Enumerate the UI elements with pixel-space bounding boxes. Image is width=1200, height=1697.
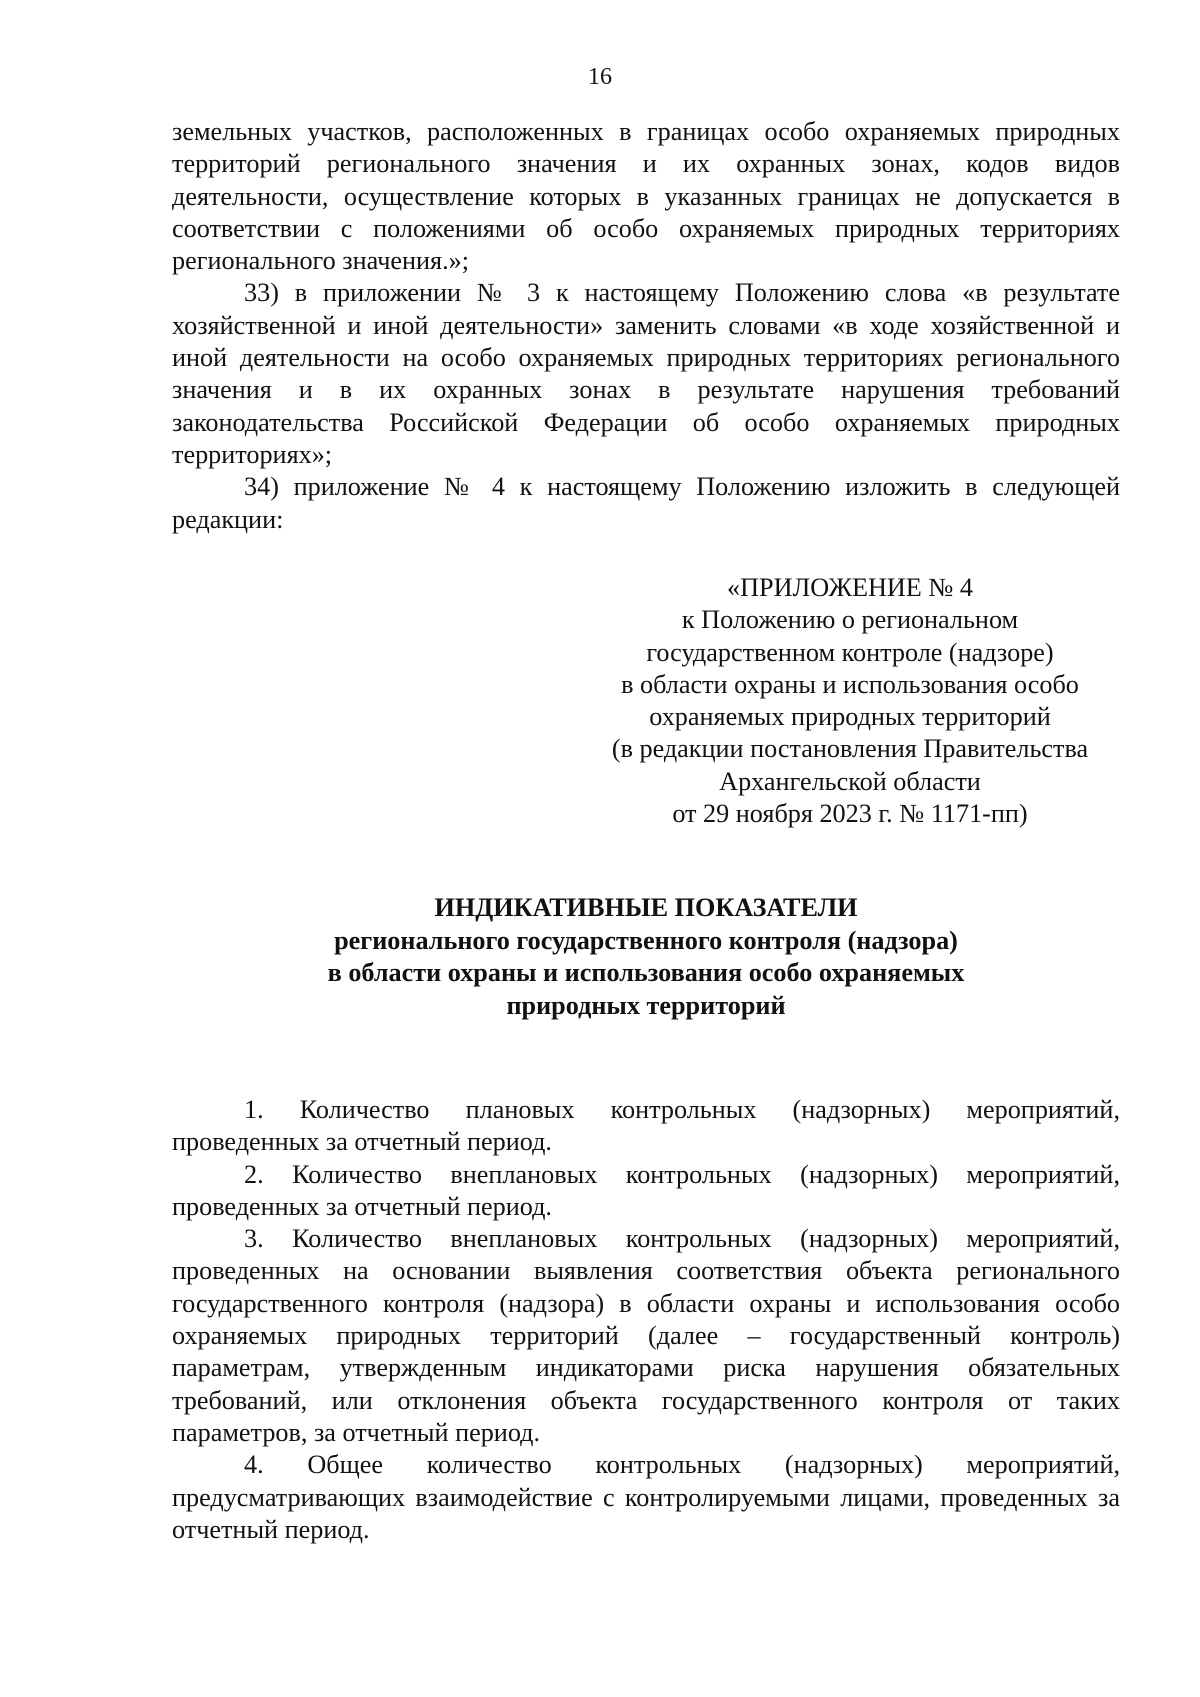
appendix-header-line: к Положению о региональном (681, 605, 1019, 635)
title-line: регионального государственного контроля (надзора) (334, 925, 958, 955)
appendix-header-line: государственном контроле (надзоре) (646, 637, 1054, 667)
paragraph-continuation: земельных участков, расположенных в границах особо охраняемых природных территорий регионального значения и их охранных зонах, кодов видов деятельности, осуществление которых в указанных границах не допускается в соответствии с положениями об особо охраняемых природных территориях регионального значения.»; (172, 117, 1120, 276)
appendix-header-line: «ПРИЛОЖЕНИЕ № 4 (727, 573, 973, 602)
title-line: ИНДИКАТИВНЫЕ ПОКАЗАТЕЛИ (434, 893, 858, 922)
indicator-item: 3. Количество внеплановых контрольных (надзорных) мероприятий, проведенных на основании выявления соответствия объекта регионального государственного контроля (надзора) в области охраны и использования особо охраняемых природных территорий (далее – государственный контроль) параметрам, утвержденным индикаторами риска нарушения обязательных требований, или отклонения объекта государственного контроля от таких параметров, за отчетный период. (172, 1224, 1120, 1447)
body-text (172, 116, 1120, 536)
appendix-header (580, 572, 1120, 830)
appendix-header-line: от 29 ноября 2023 г. № 1171-пп) (672, 799, 1028, 829)
appendix-header-line: охраняемых природных территорий (649, 702, 1051, 732)
paragraph-item-34: 34) приложение № 4 к настоящему Положению изложить в следующей редакции: (172, 472, 1120, 534)
document-title (172, 892, 1120, 1022)
appendix-header-line: (в редакции постановления Правительства (611, 734, 1089, 764)
paragraph-item-33: 33) в приложении № 3 к настоящему Положению слова «в результате хозяйственной и иной деятельности» заменить словами «в ходе хозяйственной и иной деятельности на особо охраняемых природных территориях регионального значения и в их охранных зонах в результате нарушения требований законодательства Российской Федерации об особо охраняемых природных территориях»; (172, 278, 1120, 469)
page-number: 16 (588, 64, 612, 90)
indicator-item: 2. Количество внеплановых контрольных (надзорных) мероприятий, проведенных за отчетный период. (172, 1159, 1120, 1221)
title-line: в области охраны и использования особо охраняемых (327, 958, 965, 987)
indicator-item: 4. Общее количество контрольных (надзорных) мероприятий, предусматривающих взаимодействие с контролируемыми лицами, проведенных за отчетный период. (172, 1450, 1120, 1544)
appendix-header-line: в области охраны и использования особо (621, 669, 1079, 699)
appendix-header-line: Архангельской области (719, 766, 981, 796)
title-line: природных территорий (506, 990, 786, 1020)
indicators-list (172, 1094, 1120, 1546)
indicator-item: 1. Количество плановых контрольных (надзорных) мероприятий, проведенных за отчетный период. (172, 1095, 1120, 1157)
